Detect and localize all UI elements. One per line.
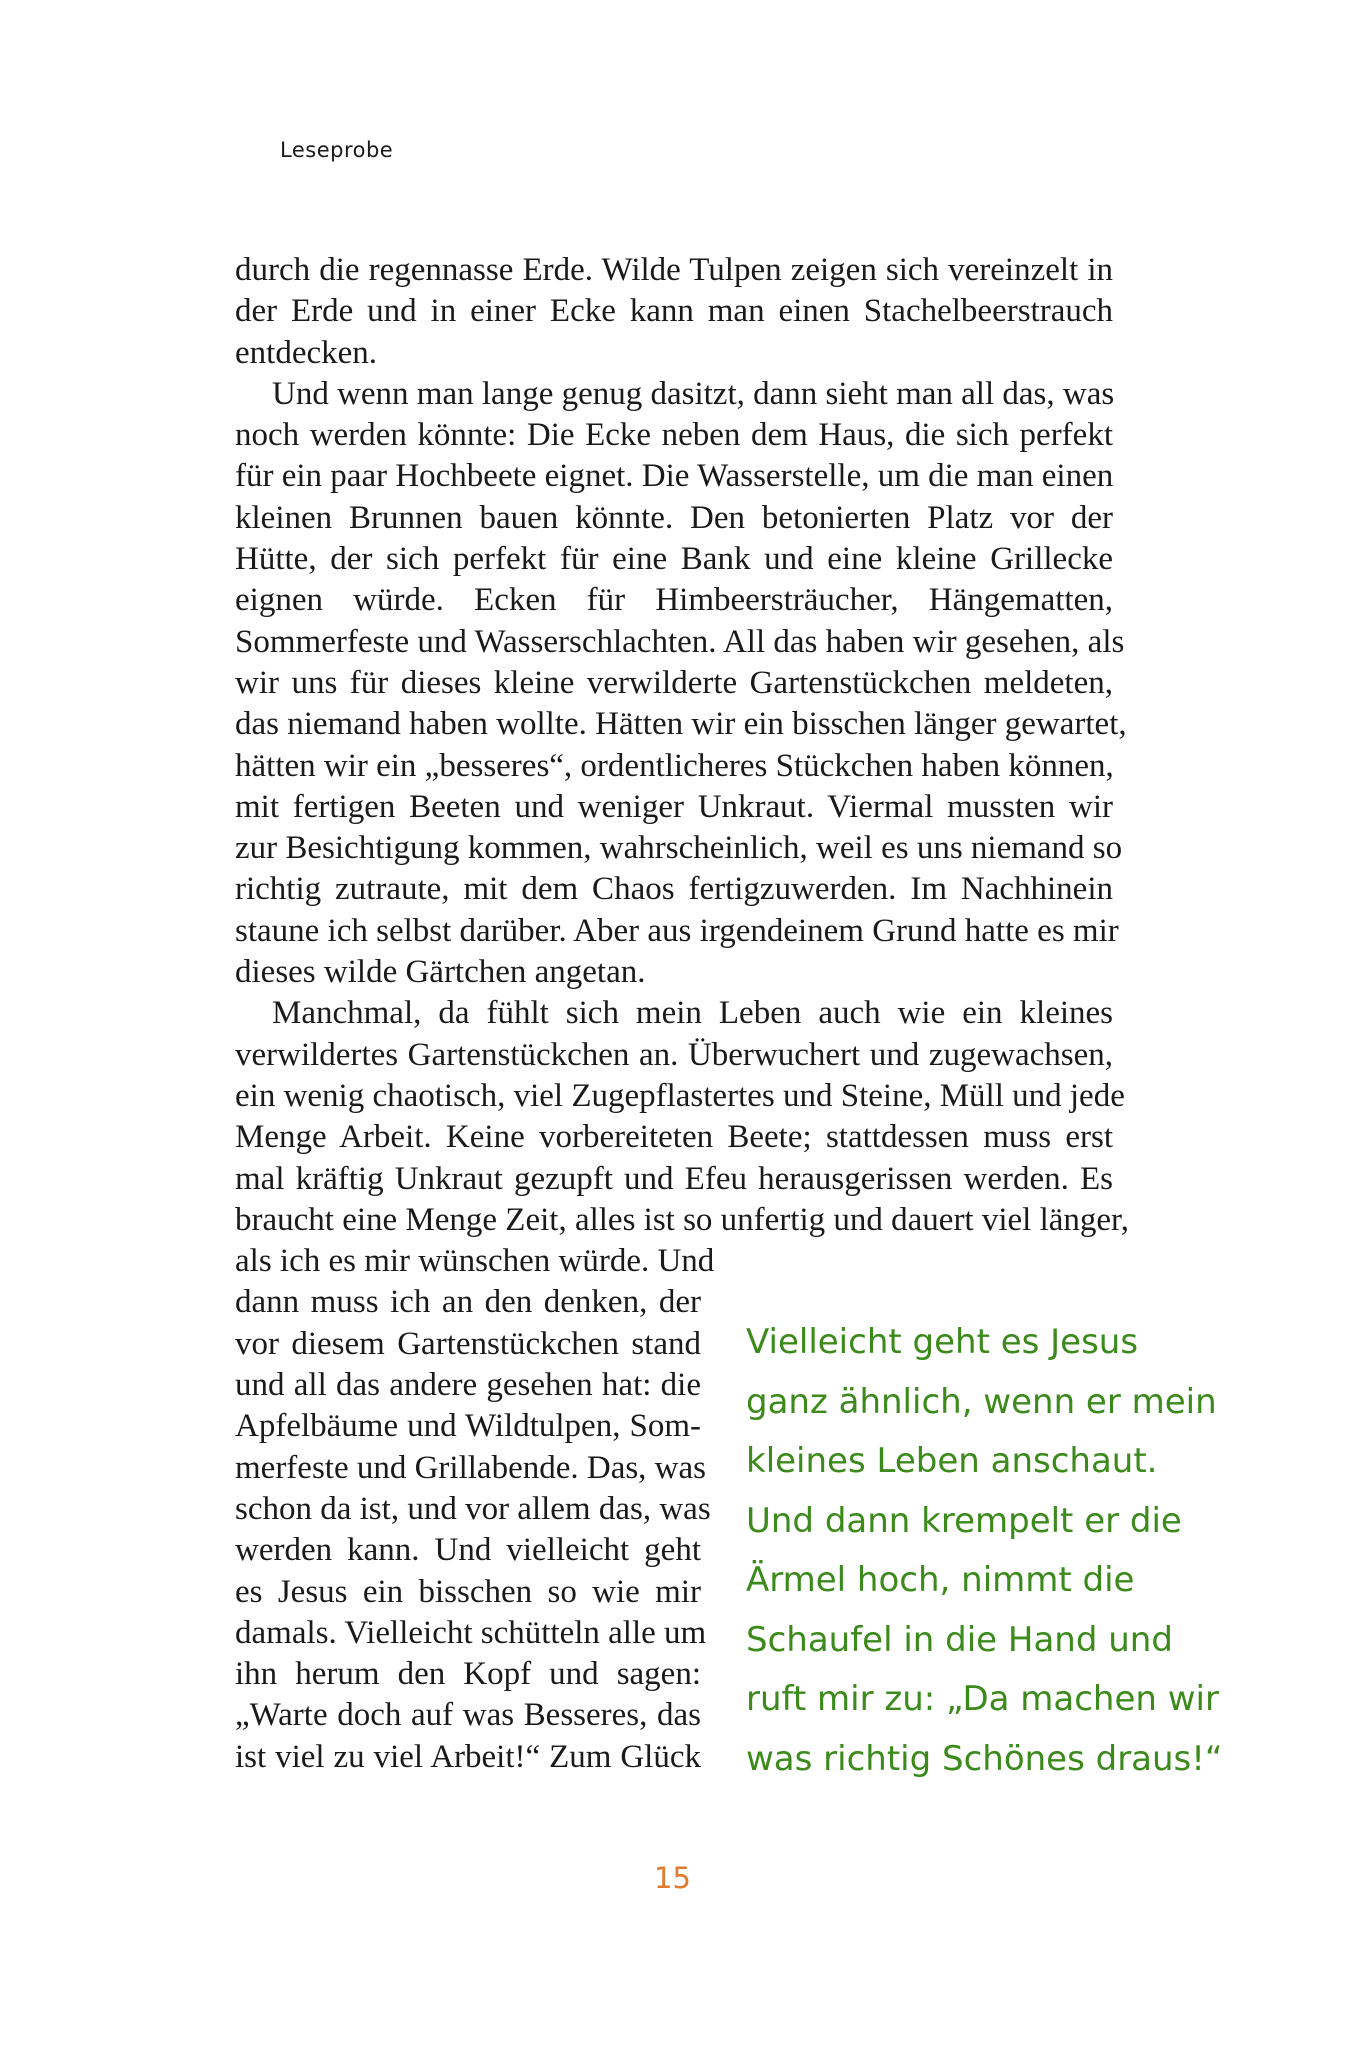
body-line: zur Besichtigung kommen, wahrscheinlich, weil es uns niemand so xyxy=(235,830,1123,867)
pull-quote-line: ruft mir zu: „Da machen wir xyxy=(746,1679,1219,1719)
body-line: hätten wir ein „besseres“, ordentlicheres Stückchen haben können, xyxy=(235,747,1114,784)
body-line: mal kräftig Unkraut gezupft und Efeu herausgerissen werden. Es xyxy=(235,1160,1113,1197)
pull-quote-line: kleines Leben anschaut. xyxy=(746,1441,1158,1481)
body-line: Menge Arbeit. Keine vorbereiteten Beete; stattdessen muss erst xyxy=(235,1119,1113,1156)
body-line: noch werden könnte: Die Ecke neben dem Haus, die sich perfekt xyxy=(235,417,1113,454)
body-line: werden kann. Und vielleicht geht xyxy=(235,1532,701,1569)
body-line: für ein paar Hochbeete eignet. Die Wasserstelle, um die man einen xyxy=(235,458,1114,495)
body-line: kleinen Brunnen bauen könnte. Den betonierten Platz vor der xyxy=(235,499,1113,536)
body-line: es Jesus ein bisschen so wie mir xyxy=(235,1573,701,1610)
body-line: verwildertes Gartenstückchen an. Überwuchert und zugewachsen, xyxy=(235,1036,1113,1073)
body-line: eignen würde. Ecken für Himbeersträucher, Hängematten, xyxy=(235,582,1113,619)
body-line: ein wenig chaotisch, viel Zugepflastertes und Steine, Müll und jede xyxy=(235,1077,1125,1114)
body-line: ist viel zu viel Arbeit!“ Zum Glück xyxy=(235,1738,701,1775)
body-line: damals. Vielleicht schütteln alle um xyxy=(235,1614,707,1651)
body-line: staune ich selbst darüber. Aber aus irgendeinem Grund hatte es mir xyxy=(235,912,1119,949)
body-line: Apfelbäume und Wildtulpen, Som- xyxy=(235,1408,701,1445)
pull-quote-line: Schaufel in die Hand und xyxy=(746,1619,1173,1660)
body-line: Manchmal, da fühlt sich mein Leben auch wie ein kleines xyxy=(272,995,1113,1032)
body-line: „Warte doch auf was Besseres, das xyxy=(235,1697,701,1734)
body-line: durch die regennasse Erde. Wilde Tulpen zeigen sich vereinzelt in xyxy=(235,252,1113,288)
pull-quote-line: Und dann krempelt er die xyxy=(746,1500,1182,1541)
body-line: Sommerfeste und Wasserschlachten. All das haben wir gesehen, als xyxy=(235,623,1125,660)
body-line: mit fertigen Beeten und weniger Unkraut. Viermal mussten wir xyxy=(235,788,1113,825)
body-line: das niemand haben wollte. Hätten wir ein bisschen länger gewartet, xyxy=(235,706,1127,743)
body-line: vor diesem Gartenstückchen stand xyxy=(235,1325,701,1362)
pull-quote-line: Vielleicht geht es Jesus xyxy=(746,1322,1139,1362)
body-line: merfeste und Grillabende. Das, was xyxy=(235,1449,707,1486)
body-line: schon da ist, und vor allem das, was xyxy=(235,1490,711,1527)
body-line: dann muss ich an den denken, der xyxy=(235,1284,701,1321)
body-line: und all das andere gesehen hat: die xyxy=(235,1367,701,1404)
body-line: Hütte, der sich perfekt für eine Bank und eine kleine Grillecke xyxy=(235,541,1113,578)
body-line: ihn herum den Kopf und sagen: xyxy=(235,1656,701,1693)
pull-quote-line: ganz ähnlich, wenn er mein xyxy=(746,1381,1217,1422)
body-line: entdecken. xyxy=(235,334,378,371)
body-line: dieses wilde Gärtchen angetan. xyxy=(235,954,646,991)
body-line: richtig zutraute, mit dem Chaos fertigzuwerden. Im Nachhinein xyxy=(235,871,1113,908)
body-line: Und wenn man lange genug dasitzt, dann sieht man all das, was xyxy=(272,375,1115,412)
pull-quote-line: Ärmel hoch, nimmt die xyxy=(746,1560,1135,1600)
page-number: 15 xyxy=(654,1861,691,1895)
body-line: der Erde und in einer Ecke kann man einen Stachelbeerstrauch xyxy=(235,293,1113,330)
pull-quote xyxy=(746,1313,1223,1789)
body-line: als ich es mir wünschen würde. Und xyxy=(235,1243,715,1280)
body-line: braucht eine Menge Zeit, alles ist so unfertig und dauert viel länger, xyxy=(235,1201,1129,1238)
body-line: wir uns für dieses kleine verwilderte Gartenstückchen meldeten, xyxy=(235,664,1113,701)
running-header: Leseprobe xyxy=(280,138,394,162)
pull-quote-line: was richtig Schönes draus!“ xyxy=(746,1738,1223,1779)
